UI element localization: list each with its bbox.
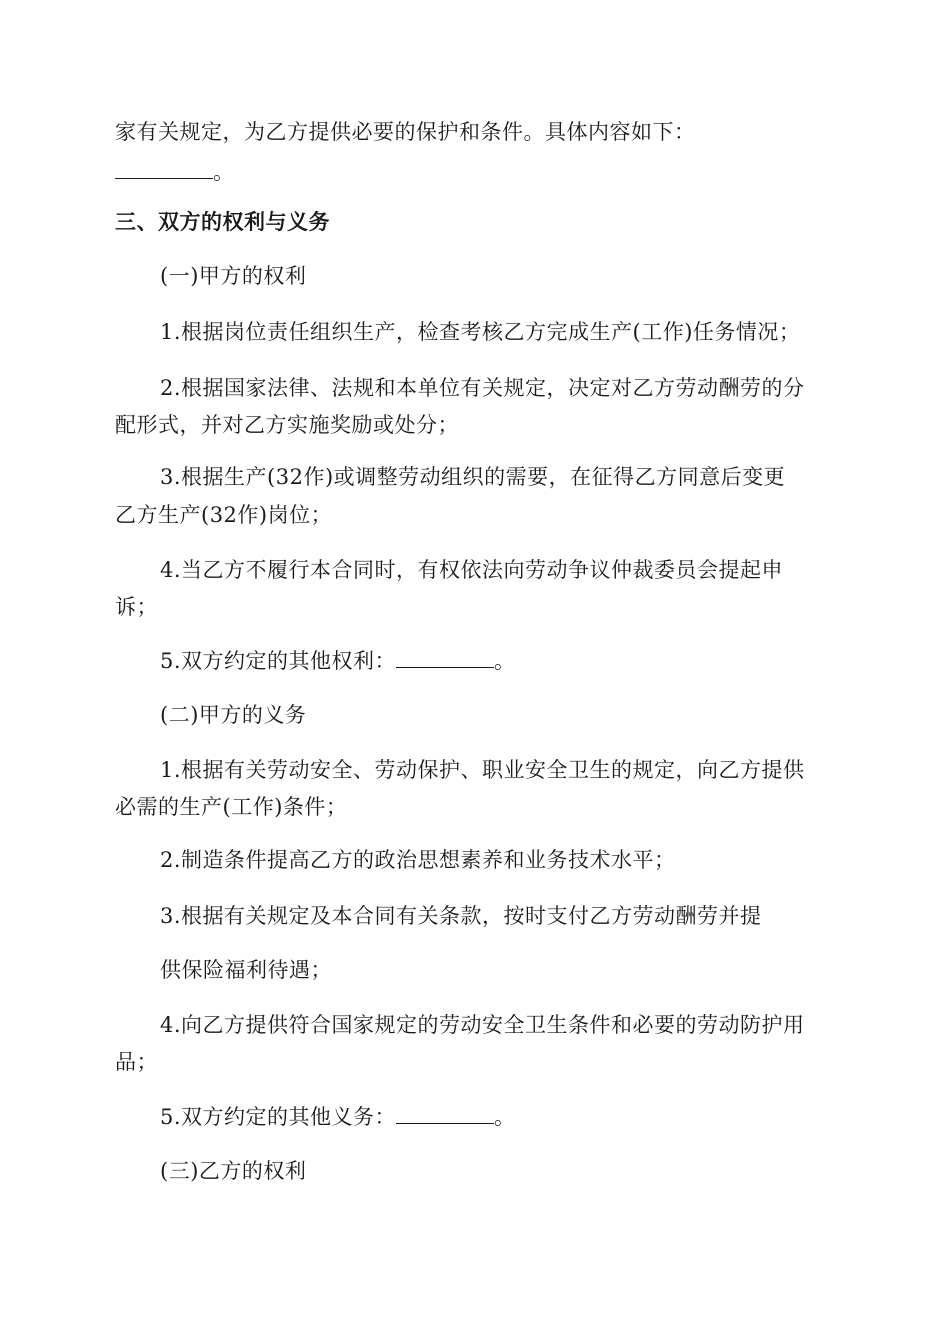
clause-line <box>160 647 516 675</box>
clause-line: 供保险福利待遇； <box>160 958 332 982</box>
clause-line: 乙方生产(32作)岗位； <box>115 503 333 527</box>
paragraph-line: 家有关规定，为乙方提供必要的保护和条件。具体内容如下： <box>115 120 696 144</box>
subsection-heading: (一)甲方的权利 <box>160 264 307 288</box>
fill-in-blank <box>396 1105 494 1124</box>
clause-line: 2.制造条件提高乙方的政治思想素养和业务技术水平； <box>160 848 676 872</box>
clause-line: 品； <box>115 1050 158 1074</box>
period: 。 <box>494 649 516 673</box>
paragraph-line <box>115 158 235 186</box>
period: 。 <box>213 160 235 184</box>
clause-line: 3.根据生产(32作)或调整劳动组织的需要，在征得乙方同意后变更 <box>160 465 786 489</box>
clause-text: 5.双方约定的其他权利： <box>160 649 397 673</box>
clause-line: 3.根据有关规定及本合同有关条款，按时支付乙方劳动酬劳并提 <box>160 904 762 928</box>
clause-line <box>160 1103 516 1131</box>
clause-line: 1.根据岗位责任组织生产，检查考核乙方完成生产(工作)任务情况； <box>160 320 801 344</box>
clause-line: 配形式，并对乙方实施奖励或处分； <box>115 413 459 437</box>
fill-in-blank <box>396 649 494 668</box>
clause-line: 必需的生产(工作)条件； <box>115 795 348 819</box>
period: 。 <box>494 1105 516 1129</box>
section-heading: 三、双方的权利与义务 <box>115 210 330 234</box>
clause-line: 1.根据有关劳动安全、劳动保护、职业安全卫生的规定，向乙方提供 <box>160 758 805 782</box>
subsection-heading: (三)乙方的权利 <box>160 1159 307 1183</box>
clause-line: 2.根据国家法律、法规和本单位有关规定，决定对乙方劳动酬劳的分 <box>160 376 805 400</box>
clause-line: 4.当乙方不履行本合同时，有权依法向劳动争议仲裁委员会提起申 <box>160 558 784 582</box>
clause-line: 4.向乙方提供符合国家规定的劳动安全卫生条件和必要的劳动防护用 <box>160 1013 805 1037</box>
fill-in-blank <box>115 160 213 179</box>
clause-line: 诉； <box>115 595 158 619</box>
clause-text: 5.双方约定的其他义务： <box>160 1105 397 1129</box>
subsection-heading: (二)甲方的义务 <box>160 703 307 727</box>
